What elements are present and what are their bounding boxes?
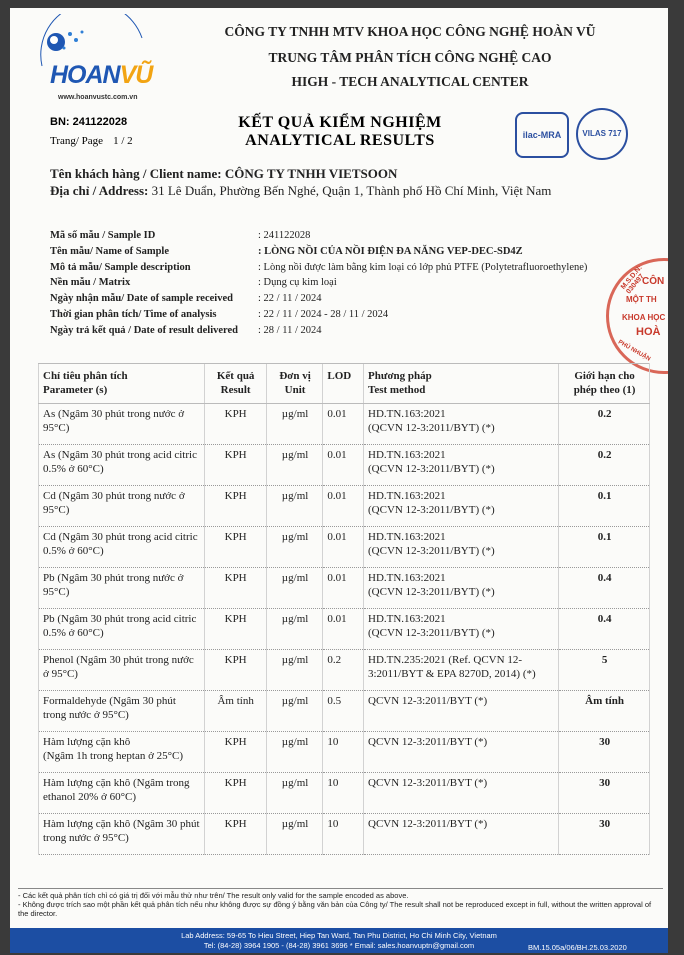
limit-cell: 0.4 xyxy=(559,568,650,609)
table-row xyxy=(39,691,650,732)
column-header: Giới hạn cho phép theo (1) xyxy=(559,364,650,404)
table-row xyxy=(39,650,650,691)
sample-info-value: : 22 / 11 / 2024 - 28 / 11 / 2024 xyxy=(258,309,389,320)
lab-contact: Tel: (84-28) 3964 1905 - (84-28) 3961 3696 * Email: sales.hoanvuptn@gmail.com xyxy=(203,941,475,950)
stamp-bottom-text: PHÚ NHUẬN xyxy=(616,339,652,363)
stamp-text: CÔN xyxy=(642,276,665,287)
lod-cell: 0.01 xyxy=(323,609,364,650)
parameter-cell: Phenol (Ngâm 30 phút trong nước ở 95°C) xyxy=(39,650,205,691)
limit-cell: 0.1 xyxy=(559,486,650,527)
logo-wordmark: HOANVŨ xyxy=(50,61,153,89)
report-title-vi: KẾT QUẢ KIỂM NGHIỆM xyxy=(238,114,442,131)
table-row xyxy=(39,568,650,609)
column-header: Kết quả Result xyxy=(204,364,266,404)
sample-info-label: Thời gian phân tích/ Time of analysis xyxy=(50,309,217,320)
result-cell: KPH xyxy=(204,568,266,609)
sample-info-value: : 22 / 11 / 2024 xyxy=(258,293,322,305)
client-name: Tên khách hàng / Client name: CÔNG TY TNHH VIETSOON xyxy=(50,166,398,181)
method-cell: QCVN 12-3:2011/BYT (*) xyxy=(364,814,559,855)
unit-cell: µg/ml xyxy=(266,527,323,568)
lab-address: Lab Address: 59-65 To Hieu Street, Hiep Tan Ward, Tan Phu District, Ho Chi Minh City, Vietnam xyxy=(181,931,497,940)
unit-cell: µg/ml xyxy=(266,814,323,855)
table-row xyxy=(39,773,650,814)
result-cell: KPH xyxy=(204,445,266,486)
parameter-cell: As (Ngâm 30 phút trong acid citric 0.5% ở 60°C) xyxy=(39,445,205,486)
parameter-cell: Cd (Ngâm 30 phút trong nước ở 95°C) xyxy=(39,486,205,527)
parameter-cell: Hàm lượng cặn khô (Ngâm 1h trong heptan ở 25°C) xyxy=(39,732,205,773)
parameter-cell: Pb (Ngâm 30 phút trong nước ở 95°C) xyxy=(39,568,205,609)
table-row xyxy=(39,609,650,650)
limit-cell: 30 xyxy=(559,814,650,855)
footnote-1: - Các kết quả phân tích chỉ có giá trị đối với mẫu thử như trên/ The result only valid for the sample encoded as above. xyxy=(18,891,409,900)
sample-info-value: : Lòng nồi được làm bằng kim loại có lớp phủ PTFE (Polytetrafluoroethylene) xyxy=(258,261,588,273)
unit-cell: µg/ml xyxy=(266,486,323,527)
table-row xyxy=(39,732,650,773)
limit-cell: 30 xyxy=(559,773,650,814)
lod-cell: 10 xyxy=(323,814,364,855)
company-name: CÔNG TY TNHH MTV KHOA HỌC CÔNG NGHỆ HOÀN VŨ xyxy=(224,24,596,39)
parameter-cell: Hàm lượng cặn khô (Ngâm 30 phút trong nước ở 95°C) xyxy=(39,814,205,855)
stamp-text: MỘT TH xyxy=(626,295,657,304)
result-cell: KPH xyxy=(204,609,266,650)
column-header: LOD xyxy=(323,364,364,404)
table-header-row xyxy=(39,364,650,404)
parameter-cell: Hàm lượng cặn khô (Ngâm trong ethanol 20% ở 60°C) xyxy=(39,773,205,814)
center-name-en: HIGH - TECH ANALYTICAL CENTER xyxy=(291,74,529,89)
method-cell: HD.TN.163:2021 (QCVN 12-3:2011/BYT) (*) xyxy=(364,404,559,445)
footnotes xyxy=(18,888,663,918)
limit-cell: 30 xyxy=(559,732,650,773)
client-address: Địa chỉ / Address: 31 Lê Duẩn, Phường Bến Nghé, Quận 1, Thành phố Hồ Chí Minh, Việt Nam xyxy=(50,183,552,198)
batch-number: BN: 241122028 xyxy=(50,116,128,128)
column-header: Chỉ tiêu phân tích Parameter (s) xyxy=(39,364,205,404)
lod-cell: 0.2 xyxy=(323,650,364,691)
result-cell: KPH xyxy=(204,404,266,445)
lod-cell: 10 xyxy=(323,732,364,773)
lod-cell: 0.01 xyxy=(323,486,364,527)
method-cell: HD.TN.235:2021 (Ref. QCVN 12-3:2011/BYT & EPA 8270D, 2014) (*) xyxy=(364,650,559,691)
logo-emblem-icon xyxy=(34,14,154,106)
unit-cell: µg/ml xyxy=(266,609,323,650)
method-cell: QCVN 12-3:2011/BYT (*) xyxy=(364,773,559,814)
sample-info-value: : 28 / 11 / 2024 xyxy=(258,324,322,336)
table-row xyxy=(39,404,650,445)
center-name-vi: TRUNG TÂM PHÂN TÍCH CÔNG NGHỆ CAO xyxy=(268,50,552,65)
stamp-ring-text: M.S.D.N: 030497 xyxy=(619,264,646,296)
method-cell: HD.TN.163:2021 (QCVN 12-3:2011/BYT) (*) xyxy=(364,609,559,650)
report-sheet xyxy=(10,8,668,953)
limit-cell: 0.2 xyxy=(559,404,650,445)
lod-cell: 0.01 xyxy=(323,404,364,445)
method-cell: HD.TN.163:2021 (QCVN 12-3:2011/BYT) (*) xyxy=(364,527,559,568)
table-row xyxy=(39,814,650,855)
sample-info-value: : LÒNG NỒI CỦA NỒI ĐIỆN ĐA NĂNG VEP-DEC-SD4Z xyxy=(258,245,523,257)
result-cell: KPH xyxy=(204,732,266,773)
table-row xyxy=(39,445,650,486)
lod-cell: 0.01 xyxy=(323,445,364,486)
result-cell: KPH xyxy=(204,814,266,855)
table-row xyxy=(39,527,650,568)
method-cell: QCVN 12-3:2011/BYT (*) xyxy=(364,732,559,773)
column-header: Phương pháp Test method xyxy=(364,364,559,404)
sample-info-value: : 241122028 xyxy=(258,230,311,241)
vilas-seal: VILAS 717 xyxy=(576,108,628,160)
sample-info-label: Tên mẫu/ Name of Sample xyxy=(50,245,169,257)
limit-cell: Âm tính xyxy=(559,691,650,732)
sample-info-label: Ngày nhận mẫu/ Date of sample received xyxy=(50,293,233,305)
results-table xyxy=(38,363,650,855)
unit-cell: µg/ml xyxy=(266,691,323,732)
ilac-mra-seal: ilac-MRA xyxy=(515,112,569,158)
lod-cell: 0.01 xyxy=(323,527,364,568)
page-indicator: Trang/ Page 1 / 2 xyxy=(50,135,133,147)
stamp-text: HOÀ xyxy=(636,326,661,338)
result-cell: Âm tính xyxy=(204,691,266,732)
parameter-cell: Formaldehyde (Ngâm 30 phút trong nước ở 95°C) xyxy=(39,691,205,732)
sample-info-value: : Dụng cụ kim loại xyxy=(258,277,337,289)
column-header: Đơn vị Unit xyxy=(266,364,323,404)
sample-info-label: Nền mẫu / Matrix xyxy=(50,277,131,289)
method-cell: HD.TN.163:2021 (QCVN 12-3:2011/BYT) (*) xyxy=(364,568,559,609)
unit-cell: µg/ml xyxy=(266,404,323,445)
result-cell: KPH xyxy=(204,773,266,814)
parameter-cell: Cd (Ngâm 30 phút trong acid citric 0.5% ở 60°C) xyxy=(39,527,205,568)
table-row xyxy=(39,486,650,527)
limit-cell: 5 xyxy=(559,650,650,691)
form-code: BM.15.05a/06/BH.25.03.2020 xyxy=(528,943,627,952)
unit-cell: µg/ml xyxy=(266,773,323,814)
company-logo xyxy=(34,14,154,106)
method-cell: HD.TN.163:2021 (QCVN 12-3:2011/BYT) (*) xyxy=(364,445,559,486)
method-cell: QCVN 12-3:2011/BYT (*) xyxy=(364,691,559,732)
parameter-cell: As (Ngâm 30 phút trong nước ở 95°C) xyxy=(39,404,205,445)
report-title-en: ANALYTICAL RESULTS xyxy=(245,132,435,149)
unit-cell: µg/ml xyxy=(266,650,323,691)
sample-info-label: Mã số mẫu / Sample ID xyxy=(50,230,156,241)
unit-cell: µg/ml xyxy=(266,568,323,609)
stamp-text: KHOA HỌC xyxy=(622,313,666,322)
footnote-2: - Không được trích sao một phần kết quả phân tích nếu như không được sự đồng ý bằng văn bản của Công ty/ The result shall not be reproduced except in full, without the written approval of the director. xyxy=(18,900,652,918)
method-cell: HD.TN.163:2021 (QCVN 12-3:2011/BYT) (*) xyxy=(364,486,559,527)
limit-cell: 0.4 xyxy=(559,609,650,650)
result-cell: KPH xyxy=(204,650,266,691)
logo-url: www.hoanvustc.com.vn xyxy=(58,94,138,101)
result-cell: KPH xyxy=(204,527,266,568)
lod-cell: 0.01 xyxy=(323,568,364,609)
result-cell: KPH xyxy=(204,486,266,527)
limit-cell: 0.1 xyxy=(559,527,650,568)
lod-cell: 0.5 xyxy=(323,691,364,732)
unit-cell: µg/ml xyxy=(266,445,323,486)
parameter-cell: Pb (Ngâm 30 phút trong acid citric 0.5% ở 60°C) xyxy=(39,609,205,650)
limit-cell: 0.2 xyxy=(559,445,650,486)
sample-info-label: Ngày trả kết quả / Date of result delivered xyxy=(50,324,239,336)
unit-cell: µg/ml xyxy=(266,732,323,773)
lod-cell: 10 xyxy=(323,773,364,814)
sample-info-label: Mô tả mẫu/ Sample description xyxy=(50,261,191,273)
